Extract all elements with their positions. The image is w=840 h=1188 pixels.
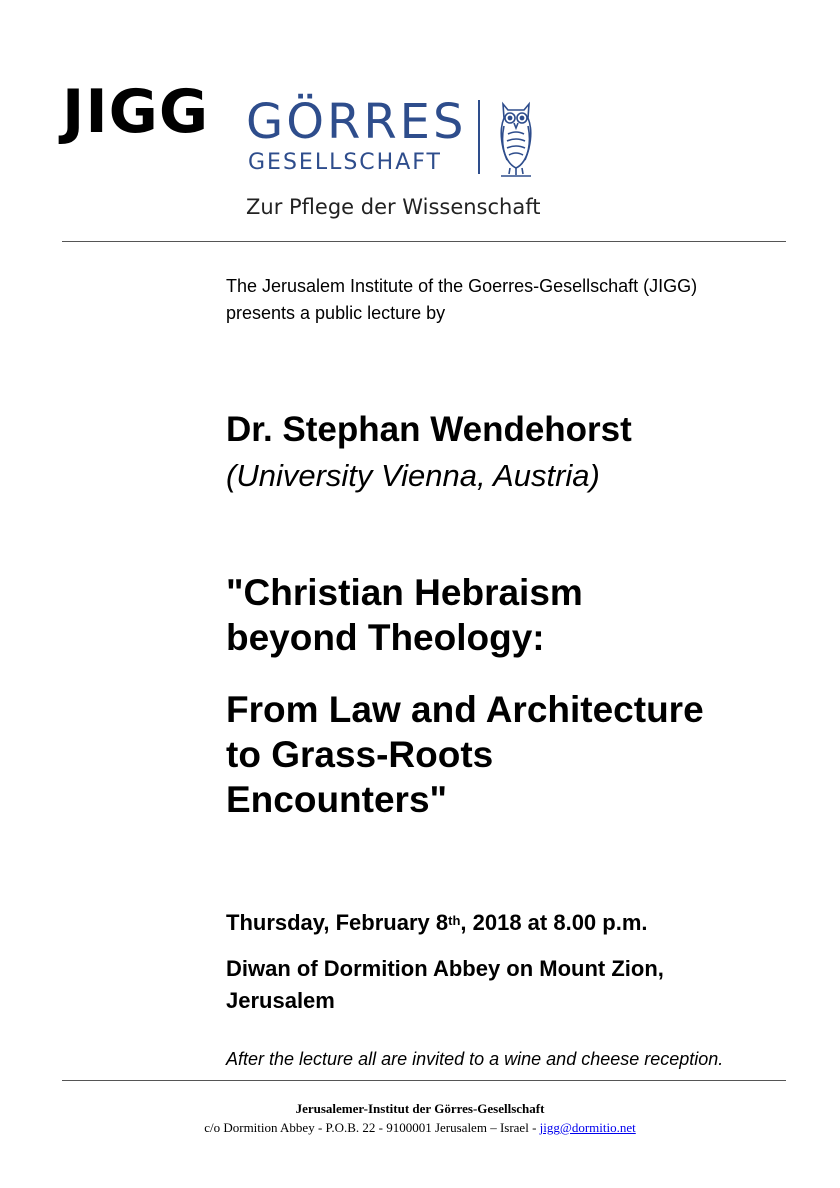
owl-icon bbox=[495, 96, 537, 178]
lecture-title-line-2: beyond Theology: bbox=[226, 617, 545, 658]
reception-note: After the lecture all are invited to a wine and cheese reception. bbox=[226, 1049, 724, 1069]
goerres-logo-text: GÖRRES bbox=[246, 94, 467, 150]
lecture-title bbox=[226, 570, 786, 660]
venue-line-1: Diwan of Dormition Abbey on Mount Zion, bbox=[226, 956, 664, 981]
speaker-name: Dr. Stephan Wendehorst bbox=[226, 410, 632, 449]
lecture-subtitle-line-1: From Law and Architecture bbox=[226, 689, 704, 730]
jigg-logo-text: JIGG bbox=[62, 77, 210, 147]
date-rest: , 2018 at 8.00 p.m. bbox=[460, 910, 648, 935]
footer-address-text: c/o Dormition Abbey - P.O.B. 22 - 9100001 Jerusalem – Israel - bbox=[204, 1120, 540, 1135]
top-divider bbox=[62, 241, 786, 242]
lecture-subtitle bbox=[226, 687, 796, 822]
venue-line-2: Jerusalem bbox=[226, 988, 335, 1013]
intro-text bbox=[226, 273, 697, 327]
bottom-divider bbox=[62, 1080, 786, 1081]
event-venue bbox=[226, 953, 806, 1017]
date-ordinal: th bbox=[448, 913, 461, 928]
footer-organization: Jerusalemer-Institut der Görres-Gesellschaft bbox=[295, 1101, 545, 1116]
speaker-affiliation: (University Vienna, Austria) bbox=[226, 458, 600, 493]
date-prefix: Thursday, February 8 bbox=[226, 910, 449, 935]
email-link[interactable]: jigg@dormitio.net bbox=[539, 1120, 636, 1135]
tagline: Zur Pflege der Wissenschaft bbox=[246, 195, 541, 219]
event-date bbox=[226, 908, 648, 938]
lecture-subtitle-line-3: Encounters" bbox=[226, 779, 448, 820]
logo-divider bbox=[478, 100, 480, 174]
intro-line-2: presents a public lecture by bbox=[226, 303, 446, 323]
gesellschaft-logo-text: GESELLSCHAFT bbox=[248, 150, 442, 175]
lecture-subtitle-line-2: to Grass-Roots bbox=[226, 734, 494, 775]
lecture-title-line-1: "Christian Hebraism bbox=[226, 572, 583, 613]
intro-line-1: The Jerusalem Institute of the Goerres-Gesellschaft (JIGG) bbox=[226, 276, 698, 296]
footer-address bbox=[0, 1120, 840, 1136]
